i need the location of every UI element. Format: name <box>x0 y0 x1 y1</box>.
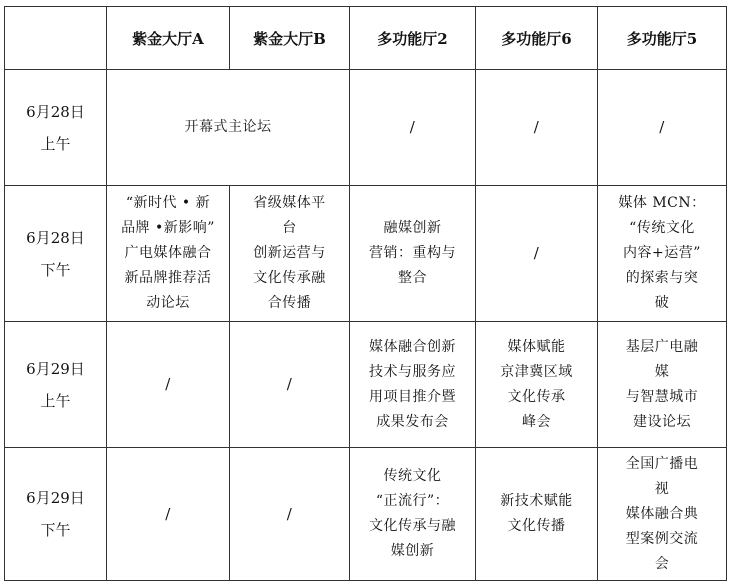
session-line: 品牌 •新影响” <box>121 220 215 236</box>
empty-slot: / <box>476 70 598 186</box>
session-line: 用项目推介暨 <box>369 388 456 405</box>
date-period: 下午 <box>40 521 71 539</box>
session-line: 建设论坛 <box>633 413 691 430</box>
session-cell <box>350 322 476 448</box>
table-row <box>5 186 727 322</box>
session-cell <box>230 186 350 322</box>
date-cell <box>5 186 107 322</box>
session-line: 媒 <box>654 363 670 380</box>
corner-cell <box>5 7 107 70</box>
empty-slot: / <box>230 448 350 581</box>
session-line: 媒体融合创新 <box>369 338 456 355</box>
date-cell <box>5 448 107 581</box>
empty-slot: / <box>598 70 727 186</box>
session-line: 型案例交流 <box>625 530 699 547</box>
session-line: 破 <box>654 295 670 311</box>
date-cell <box>5 322 107 448</box>
session-line: 新技术赋能 <box>500 493 573 509</box>
hall-header-multi-2: 多功能厅2 <box>350 7 476 70</box>
session-line: 动论坛 <box>146 295 190 311</box>
date-day: 6月28日 <box>26 102 85 121</box>
empty-slot: / <box>107 448 230 581</box>
hall-header-zijin-a: 紫金大厅A <box>107 7 230 70</box>
date-day: 6月29日 <box>26 359 85 378</box>
session-line: 营销：重构与 <box>369 245 456 261</box>
session-line: 的探索与突 <box>625 270 699 286</box>
schedule-table <box>4 6 727 581</box>
session-line: 传统文化 <box>383 468 442 484</box>
session-line: 媒体 MCN： <box>618 195 706 211</box>
session-cell <box>476 322 598 448</box>
session-line: 会 <box>654 555 670 572</box>
session-cell <box>350 448 476 581</box>
session-line: 融媒创新 <box>383 220 442 236</box>
date-period: 上午 <box>40 134 71 153</box>
empty-slot: / <box>350 70 476 186</box>
empty-slot: / <box>230 322 350 448</box>
session-line: 文化传承融 <box>253 270 326 286</box>
session-line: 广电媒体融合 <box>124 245 212 261</box>
session-line: 整合 <box>398 270 427 286</box>
session-line: 文化传承 <box>507 388 566 405</box>
session-line: 与智慧城市 <box>625 388 699 405</box>
date-cell <box>5 70 107 186</box>
session-cell <box>598 322 727 448</box>
opening-forum-cell: 开幕式主论坛 <box>107 70 350 186</box>
session-line: 文化传承与融 <box>369 518 456 534</box>
session-line: 全国广播电 <box>625 455 699 472</box>
session-line: 成果发布会 <box>376 413 449 430</box>
session-line: 新品牌推荐活 <box>124 270 212 286</box>
date-day: 6月28日 <box>26 228 85 247</box>
session-cell <box>598 186 727 322</box>
session-cell <box>598 448 727 581</box>
session-line: 创新运营与 <box>253 245 326 261</box>
empty-slot: / <box>476 186 598 322</box>
session-line: “正流行”： <box>375 493 450 509</box>
session-line: 视 <box>654 480 670 497</box>
session-line: “新时代 • 新 <box>125 195 211 211</box>
session-line: 基层广电融 <box>625 338 699 355</box>
table-row <box>5 322 727 448</box>
session-line: 文化传播 <box>507 518 566 534</box>
session-line: 台 <box>282 220 297 236</box>
session-line: 媒体赋能 <box>507 338 566 355</box>
hall-header-zijin-b: 紫金大厅B <box>230 7 350 70</box>
session-line: 峰会 <box>522 413 551 430</box>
session-line: 媒体融合典 <box>625 505 699 522</box>
empty-slot: / <box>107 322 230 448</box>
session-line: 媒创新 <box>390 543 435 559</box>
date-period: 上午 <box>40 391 71 410</box>
hall-header-multi-6: 多功能厅6 <box>476 7 598 70</box>
session-line: 省级媒体平 <box>253 195 326 211</box>
date-period: 下午 <box>40 260 71 279</box>
session-cell <box>476 448 598 581</box>
session-line: “传统文化 <box>629 220 695 236</box>
session-line: 合传播 <box>267 295 312 311</box>
table-row <box>5 448 727 581</box>
hall-header-multi-5: 多功能厅5 <box>598 7 727 70</box>
session-line: 京津冀区域 <box>500 363 573 380</box>
date-day: 6月29日 <box>26 489 85 507</box>
session-cell <box>350 186 476 322</box>
header-row <box>5 7 727 70</box>
table-row <box>5 70 727 186</box>
session-line: 技术与服务应 <box>369 363 456 380</box>
session-cell <box>107 186 230 322</box>
session-line: 内容+运营” <box>623 245 701 261</box>
